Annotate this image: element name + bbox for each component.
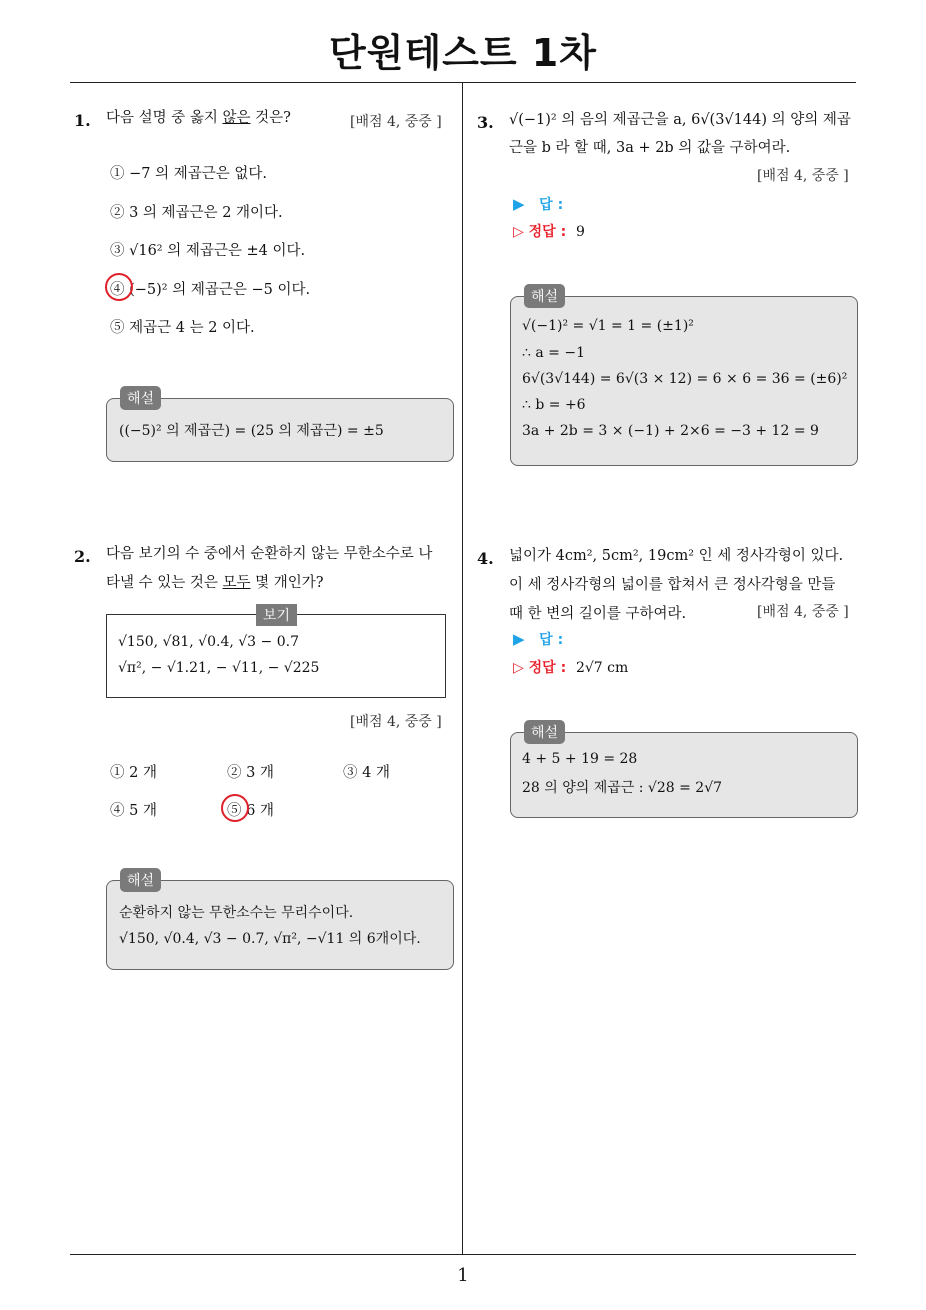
q1-option-1[interactable]: ① −7 의 제곱근은 없다. (110, 166, 267, 182)
q1-option-5[interactable]: ⑤ 제곱근 4 는 2 이다. (110, 320, 255, 336)
q4-explanation-tag: 해설 (524, 720, 565, 744)
q4-line-2: 이 세 정사각형의 넓이를 합쳐서 큰 정사각형을 만들 (509, 577, 836, 593)
outline-triangle-icon: ▷ (513, 660, 524, 676)
q3-explanation-tag: 해설 (524, 284, 565, 308)
play-icon: ▶ (513, 195, 525, 213)
q3-explanation-line-1: √(−1)² = √1 = 1 = (±1)² (522, 318, 694, 334)
bogi-tag: 보기 (256, 604, 297, 626)
q3-line-1: √(−1)² 의 음의 제곱근을 a, 6√(3√144) 의 양의 제곱 (509, 112, 851, 128)
q2-explanation-tag: 해설 (120, 868, 161, 892)
page-title: 단원테스트 1차 (329, 31, 597, 75)
q3-meta: [배점 4, 중중 ] (757, 168, 849, 184)
q3-correct-answer: ▷ 정답 : 9 (513, 224, 585, 240)
outline-triangle-icon: ▷ (513, 224, 524, 240)
q3-line-2: 근을 b 라 할 때, 3a + 2b 의 값을 구하여라. (509, 140, 791, 156)
q1-meta: [배점 4, 중중 ] (350, 114, 442, 130)
q2-option-5[interactable]: ⑤ 6 개 (227, 803, 274, 819)
bogi-row-1: √150, √81, √0.4, √3 − 0.7 (118, 634, 299, 650)
q3-explanation-line-2: ∴ a = −1 (522, 345, 585, 361)
top-rule (70, 82, 856, 83)
q3-explanation-line-5: 3a + 2b = 3 × (−1) + 2×6 = −3 + 12 = 9 (522, 423, 819, 439)
q2-line-1: 다음 보기의 수 중에서 순환하지 않는 무한소수로 나 (106, 546, 433, 562)
q2-explanation-line-1: 순환하지 않는 무한소수는 무리수이다. (119, 905, 354, 921)
q4-correct-answer: ▷ 정답 : 2√7 cm (513, 660, 629, 676)
q2-line-2: 타낼 수 있는 것은 모두 몇 개인가? (106, 575, 324, 591)
bogi-row-2: √π², − √1.21, − √11, − √225 (118, 660, 320, 676)
page-number: 1 (457, 1265, 469, 1286)
q2-option-1[interactable]: ① 2 개 (110, 765, 157, 781)
selected-answer-circle (221, 794, 249, 822)
q1-option-2[interactable]: ② 3 의 제곱근은 2 개이다. (110, 205, 283, 221)
q4-line-1: 넓이가 4cm², 5cm², 19cm² 인 세 정사각형이 있다. (509, 548, 844, 564)
q4-explanation-line-2: 28 의 양의 제곱근 : √28 = 2√7 (522, 780, 723, 796)
q3-number: 3. (477, 113, 494, 132)
q1-option-3[interactable]: ③ √16² 의 제곱근은 ±4 이다. (110, 243, 306, 259)
q2-meta: [배점 4, 중중 ] (350, 714, 442, 730)
q4-explanation-box (510, 732, 858, 818)
q1-explanation-line: ((−5)² 의 제곱근) = (25 의 제곱근) = ±5 (119, 423, 384, 439)
q1-explanation-tag: 해설 (120, 386, 161, 410)
q4-meta: [배점 4, 중중 ] (757, 604, 849, 620)
q3-explanation-line-3: 6√(3√144) = 6√(3 × 12) = 6 × 6 = 36 = (±6)² (522, 371, 848, 387)
q2-explanation-line-2: √150, √0.4, √3 − 0.7, √π², −√11 의 6개이다. (119, 931, 421, 947)
q2-explanation-box (106, 880, 454, 970)
q4-line-3: 때 한 변의 길이를 구하여라. (509, 606, 687, 622)
q4-explanation-line-1: 4 + 5 + 19 = 28 (522, 751, 638, 767)
q2-number: 2. (74, 547, 91, 566)
bogi-box (106, 614, 446, 698)
q4-answer-field[interactable]: ▶ 답 : (513, 630, 564, 648)
selected-answer-circle (105, 273, 133, 301)
column-divider (462, 83, 463, 1255)
play-icon: ▶ (513, 630, 525, 648)
q1-option-4[interactable]: ④ (−5)² 의 제곱근은 −5 이다. (110, 282, 311, 298)
q3-answer-field[interactable]: ▶ 답 : (513, 195, 564, 213)
q2-option-3[interactable]: ③ 4 개 (343, 765, 390, 781)
q2-option-4[interactable]: ④ 5 개 (110, 803, 157, 819)
q2-option-2[interactable]: ② 3 개 (227, 765, 274, 781)
q4-number: 4. (477, 549, 494, 568)
bottom-rule (70, 1254, 856, 1255)
q1-text: 다음 설명 중 옳지 않은 것은? (106, 110, 291, 126)
q1-number: 1. (74, 111, 91, 130)
q3-explanation-line-4: ∴ b = +6 (522, 397, 586, 413)
